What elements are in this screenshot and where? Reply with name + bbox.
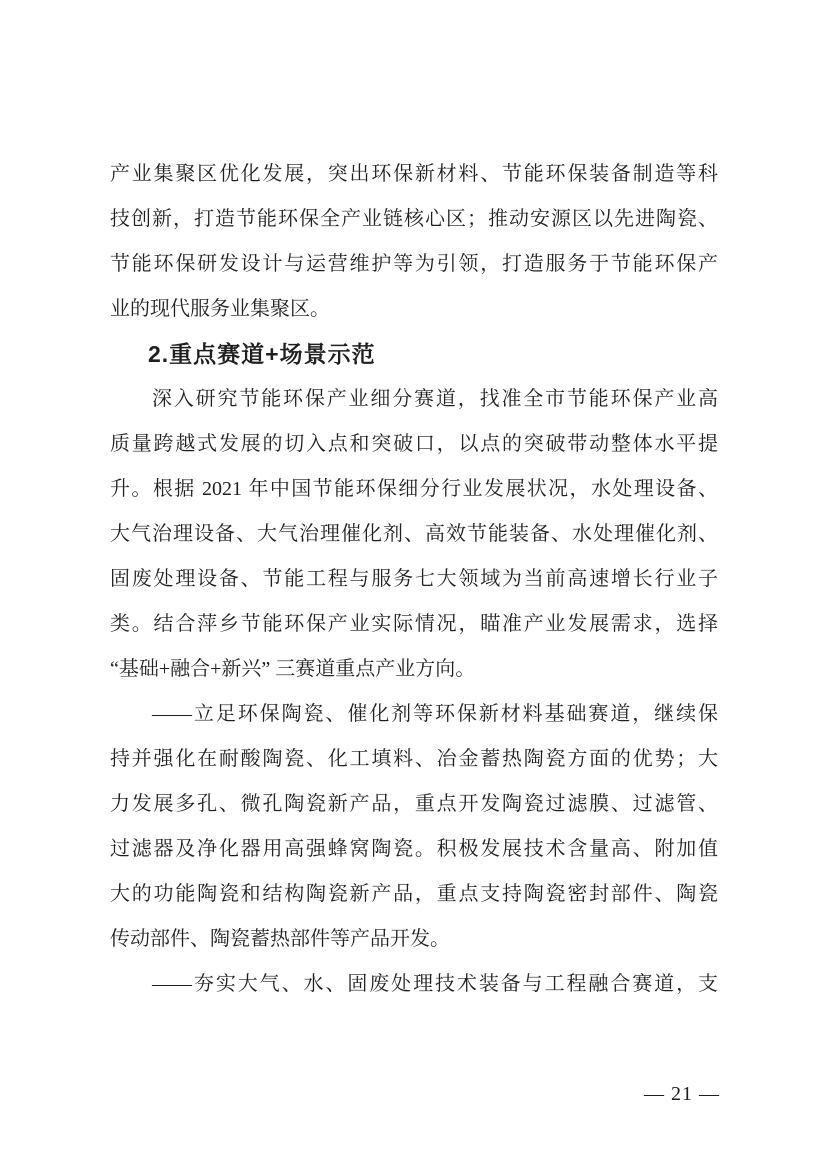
text-line: 类。结合萍乡节能环保产业实际情况，瞄准产业发展需求，选择	[110, 613, 718, 635]
text-line: 大气治理设备、大气治理催化剂、高效节能装备、水处理催化剂、	[110, 523, 718, 545]
text-line: 持并强化在耐酸陶瓷、化工填料、冶金蓄热陶瓷方面的优势；大	[110, 748, 718, 770]
text-line: 传动部件、陶瓷蓄热部件等产品开发。	[110, 928, 450, 950]
text-line: 产业集聚区优化发展，突出环保新材料、节能环保装备制造等科	[110, 163, 718, 185]
text-line: 技创新，打造节能环保全产业链核心区；推动安源区以先进陶瓷、	[110, 208, 718, 230]
text-line: 深入研究节能环保产业细分赛道，找准全市节能环保产业高	[152, 388, 718, 410]
page-number: — 21 —	[644, 1083, 720, 1105]
text-line: “基础+融合+新兴” 三赛道重点产业方向。	[110, 658, 476, 680]
text-line: 固废处理设备、节能工程与服务七大领域为当前高速增长行业子	[110, 568, 718, 590]
text-line: 过滤器及净化器用高强蜂窝陶瓷。积极发展技术含量高、附加值	[110, 838, 718, 860]
text-line: ——立足环保陶瓷、催化剂等环保新材料基础赛道，继续保	[152, 703, 718, 725]
text-line: 节能环保研发设计与运营维护等为引领，打造服务于节能环保产	[110, 253, 718, 275]
text-line: 力发展多孔、微孔陶瓷新产品，重点开发陶瓷过滤膜、过滤管、	[110, 793, 718, 815]
page-footer	[644, 1082, 720, 1106]
text-line: ——夯实大气、水、固废处理技术装备与工程融合赛道，支	[152, 973, 718, 995]
text-line: 升。根据 2021 年中国节能环保细分行业发展状况，水处理设备、	[110, 478, 718, 500]
document-body	[110, 152, 718, 1007]
text-line: 业的现代服务业集聚区。	[110, 298, 330, 320]
text-line: 质量跨越式发展的切入点和突破口，以点的突破带动整体水平提	[110, 433, 718, 455]
text-line: 大的功能陶瓷和结构陶瓷新产品，重点支持陶瓷密封部件、陶瓷	[110, 883, 718, 905]
section-heading: 2.重点赛道+场景示范	[148, 341, 376, 367]
